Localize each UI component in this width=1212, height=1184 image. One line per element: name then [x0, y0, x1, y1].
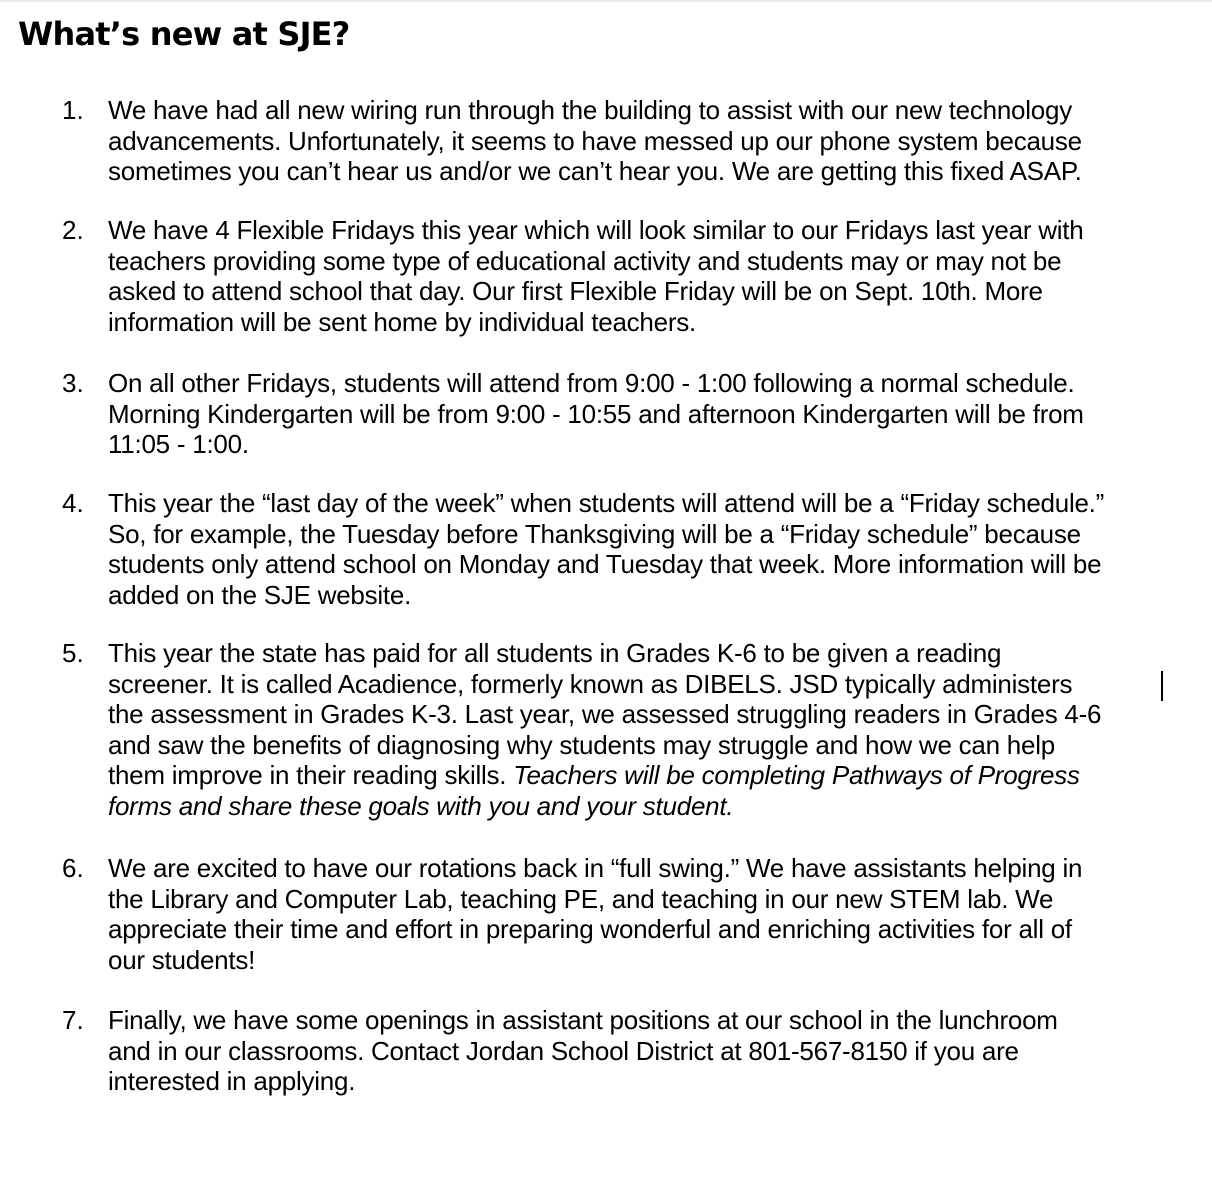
list-item-text	[108, 638, 1208, 821]
text-line: added on the SJE website.	[108, 579, 412, 610]
list-item-number: 3.	[62, 368, 84, 398]
text-line: interested in applying.	[108, 1066, 356, 1096]
text-line: Finally, we have some openings in assistant positions at our school in the lunchroom	[108, 1005, 1058, 1035]
text-line: asked to attend school that day. Our first Flexible Friday will be on Sept. 10th. More	[108, 276, 1043, 306]
text-line: Morning Kindergarten will be from 9:00 - 10:55 and afternoon Kindergarten will be from	[108, 398, 1084, 429]
list-item-text	[108, 1005, 1208, 1097]
top-divider	[0, 0, 1212, 2]
page-title: What’s new at SJE?	[18, 15, 350, 53]
list-item-number: 6.	[62, 853, 84, 883]
text-line: information will be sent home by individual teachers.	[108, 306, 696, 337]
italic-text-line: forms and share these goals with you and your student.	[108, 790, 734, 821]
text-segment: them improve in their reading skills.	[108, 760, 514, 790]
text-line: We have 4 Flexible Fridays this year which will look similar to our Fridays last year with	[108, 215, 1084, 245]
italic-text-segment: Teachers will be completing Pathways of Progress	[513, 760, 1080, 790]
text-line: We are excited to have our rotations back in “full swing.” We have assistants helping in	[108, 853, 1083, 883]
list-item-text	[108, 853, 1208, 975]
text-line: sometimes you can’t hear us and/or we can’t hear you. We are getting this fixed ASAP.	[108, 156, 1082, 186]
text-line: We have had all new wiring run through the building to assist with our new technology	[108, 95, 1072, 125]
text-line: teachers providing some type of educational activity and students may or may not be	[108, 245, 1062, 276]
text-line: students only attend school on Monday and Tuesday that week. More information will be	[108, 549, 1102, 579]
text-line: This year the state has paid for all students in Grades K-6 to be given a reading	[108, 638, 1002, 668]
text-line: and in our classrooms. Contact Jordan School District at 801-567-8150 if you are	[108, 1035, 1019, 1066]
text-line: the assessment in Grades K-3. Last year, we assessed struggling readers in Grades 4-6	[108, 699, 1102, 729]
text-line: 11:05 - 1:00.	[108, 429, 249, 459]
text-cursor	[1161, 671, 1163, 701]
text-line: appreciate their time and effort in preparing wonderful and enriching activities for all of	[108, 914, 1072, 944]
list-item-number: 2.	[62, 215, 84, 245]
text-line: the Library and Computer Lab, teaching PE, and teaching in our new STEM lab. We	[108, 883, 1054, 914]
list-item-text	[108, 215, 1208, 337]
text-line: On all other Fridays, students will attend from 9:00 - 1:00 following a normal schedule.	[108, 368, 1075, 398]
list-item-text	[108, 488, 1208, 610]
text-line: So, for example, the Tuesday before Thanksgiving will be a “Friday schedule” because	[108, 518, 1081, 549]
list-item-number: 5.	[62, 638, 84, 668]
list-item-text	[108, 368, 1208, 460]
list-item-number: 1.	[62, 95, 84, 125]
list-item-number: 7.	[62, 1005, 84, 1035]
text-line: our students!	[108, 944, 256, 975]
text-line: advancements. Unfortunately, it seems to have messed up our phone system because	[108, 125, 1082, 156]
text-line: and saw the benefits of diagnosing why students may struggle and how we can help	[108, 729, 1055, 760]
text-line	[108, 760, 1208, 791]
text-line: screener. It is called Acadience, formerly known as DIBELS. JSD typically administers	[108, 668, 1073, 699]
list-item-number: 4.	[62, 488, 84, 518]
text-line: This year the “last day of the week” when students will attend will be a “Friday schedule.”	[108, 488, 1105, 518]
list-item-text	[108, 95, 1208, 187]
